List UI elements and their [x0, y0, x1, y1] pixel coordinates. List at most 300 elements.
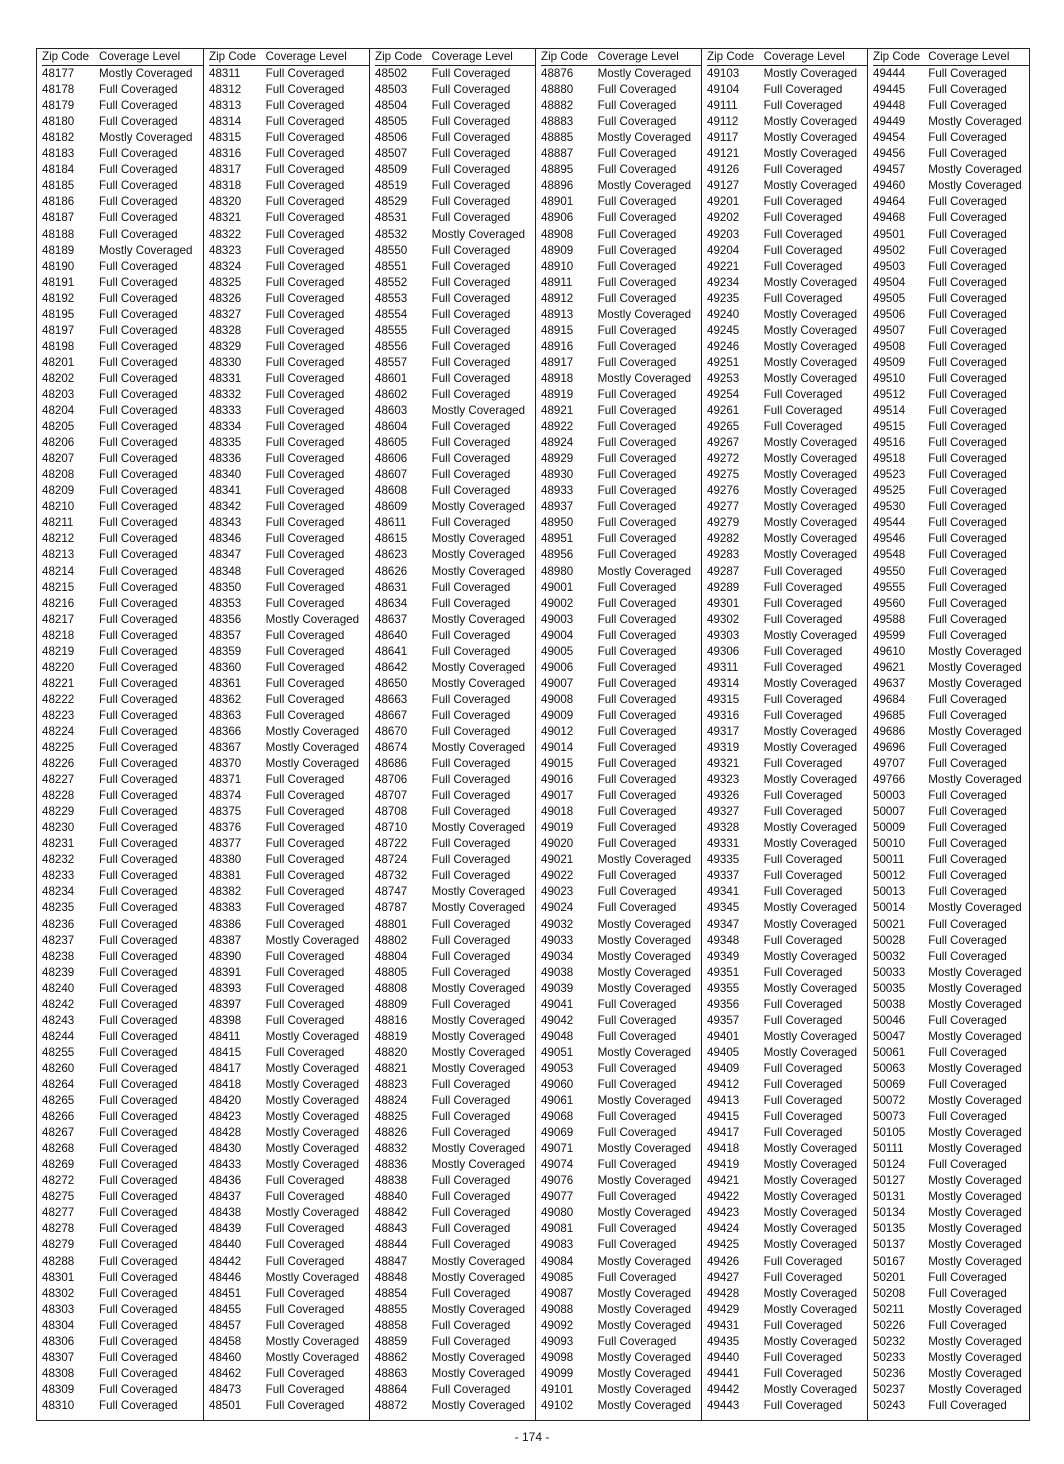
table-row — [707, 868, 867, 884]
coverage-level-cell: Full Coveraged — [431, 307, 511, 321]
coverage-level-cell: Full Coveraged — [597, 805, 677, 819]
zip-code-cell: 49415 — [707, 1110, 740, 1124]
table-row — [707, 692, 867, 708]
table-row — [707, 852, 867, 868]
coverage-level-cell: Mostly Coveraged — [928, 179, 1022, 193]
coverage-level-cell: Full Coveraged — [99, 420, 178, 434]
coverage-level-cell: Full Coveraged — [431, 917, 511, 931]
zip-code-cell: 48911 — [541, 275, 573, 289]
coverage-level-cell: Mostly Coveraged — [928, 1174, 1022, 1188]
table-row — [209, 1173, 369, 1189]
table-row — [707, 772, 867, 788]
table-row — [209, 531, 369, 547]
table-row — [42, 1093, 203, 1109]
coverage-level-cell: Full Coveraged — [597, 243, 677, 257]
zip-code-cell: 49068 — [541, 1110, 574, 1124]
zip-code-cell: 49515 — [873, 420, 906, 434]
zip-code-cell: 48230 — [42, 821, 75, 835]
coverage-level-cell: Full Coveraged — [99, 1366, 178, 1380]
coverage-level-cell: Mostly Coveraged — [431, 821, 526, 835]
zip-code-cell: 49042 — [541, 1013, 574, 1027]
table-row — [707, 836, 867, 852]
coverage-level-cell: Mostly Coveraged — [928, 1350, 1022, 1364]
coverage-level-cell: Full Coveraged — [431, 773, 511, 787]
table-row — [707, 1254, 867, 1270]
table-row — [873, 933, 1029, 949]
table-row — [375, 1270, 535, 1286]
coverage-level-cell: Full Coveraged — [597, 660, 677, 674]
coverage-level-cell: Full Coveraged — [431, 1238, 511, 1252]
coverage-level-cell: Mostly Coveraged — [431, 1366, 526, 1380]
table-row — [873, 1061, 1029, 1077]
zip-code-cell: 49245 — [707, 323, 740, 337]
zip-code-cell: 48906 — [541, 211, 574, 225]
coverage-level-cell: Full Coveraged — [928, 243, 1007, 257]
zip-code-cell: 48916 — [541, 339, 574, 353]
coverage-level-cell: Full Coveraged — [597, 708, 677, 722]
table-row — [707, 210, 867, 226]
coverage-level-cell: Full Coveraged — [265, 901, 345, 915]
zip-code-cell: 48233 — [42, 869, 75, 883]
zip-code-cell: 48909 — [541, 243, 574, 257]
zip-code-cell: 48243 — [42, 1013, 75, 1027]
zip-code-cell: 48211 — [42, 516, 74, 530]
table-row — [541, 981, 701, 997]
zip-code-cell: 48208 — [42, 468, 75, 482]
zip-code-cell: 48190 — [42, 259, 75, 273]
table-row — [209, 676, 369, 692]
table-row — [541, 788, 701, 804]
coverage-level-cell: Mostly Coveraged — [431, 548, 526, 562]
table-row — [42, 756, 203, 772]
zip-code-cell: 48376 — [209, 821, 242, 835]
coverage-level-cell: Full Coveraged — [597, 404, 677, 418]
zip-code-cell: 48747 — [375, 885, 408, 899]
coverage-level-cell: Full Coveraged — [99, 147, 178, 161]
zip-code-cell: 48357 — [209, 628, 242, 642]
table-row — [209, 772, 369, 788]
zip-code-cell: 48816 — [375, 1013, 408, 1027]
table-row — [541, 515, 701, 531]
table-row — [707, 1013, 867, 1029]
coverage-level-cell: Full Coveraged — [99, 99, 178, 113]
coverage-level-cell: Full Coveraged — [597, 1238, 677, 1252]
table-row — [375, 917, 535, 933]
table-row — [42, 724, 203, 740]
table-row — [707, 917, 867, 933]
coverage-level-cell: Full Coveraged — [431, 323, 511, 337]
coverage-level-cell: Mostly Coveraged — [597, 1318, 692, 1332]
zip-code-cell: 48844 — [375, 1238, 408, 1252]
coverage-level-cell: Full Coveraged — [597, 227, 677, 241]
zip-code-cell: 48832 — [375, 1142, 408, 1156]
coverage-level-cell: Full Coveraged — [928, 869, 1007, 883]
table-row — [707, 467, 867, 483]
zip-code-cell: 48855 — [375, 1302, 408, 1316]
zip-code-cell: 49251 — [707, 355, 740, 369]
zip-code-cell: 48306 — [42, 1334, 75, 1348]
coverage-level-cell: Full Coveraged — [597, 1110, 677, 1124]
coverage-level-cell: Full Coveraged — [431, 757, 511, 771]
table-row — [873, 1029, 1029, 1045]
coverage-level-cell: Mostly Coveraged — [928, 901, 1022, 915]
coverage-level-cell: Full Coveraged — [431, 1094, 511, 1108]
coverage-level-cell: Mostly Coveraged — [431, 660, 526, 674]
zip-code-cell: 48915 — [541, 323, 574, 337]
zip-code-cell: 50127 — [873, 1174, 906, 1188]
zip-code-cell: 48922 — [541, 420, 574, 434]
table-row — [42, 1189, 203, 1205]
coverage-level-cell: Full Coveraged — [597, 724, 677, 738]
table-row — [541, 612, 701, 628]
coverage-level-cell: Full Coveraged — [928, 853, 1007, 867]
coverage-level-cell: Mostly Coveraged — [928, 660, 1022, 674]
coverage-level-cell: Full Coveraged — [597, 195, 677, 209]
table-row — [375, 1366, 535, 1382]
zip-code-cell: 49314 — [707, 676, 740, 690]
table-row — [209, 1157, 369, 1173]
zip-code-cell: 48555 — [375, 323, 408, 337]
coverage-level-cell: Mostly Coveraged — [763, 1334, 858, 1348]
zip-code-cell: 48186 — [42, 195, 75, 209]
table-row — [873, 1318, 1029, 1334]
table-row — [209, 1366, 369, 1382]
zip-code-cell: 49355 — [707, 981, 740, 995]
coverage-level-cell: Mostly Coveraged — [928, 981, 1022, 995]
coverage-level-cell: Mostly Coveraged — [928, 773, 1022, 787]
coverage-level-cell: Full Coveraged — [597, 837, 677, 851]
coverage-level-cell: Full Coveraged — [265, 420, 345, 434]
table-row — [209, 564, 369, 580]
zip-code-cell: 49464 — [873, 195, 906, 209]
coverage-level-cell: Full Coveraged — [431, 724, 511, 738]
coverage-level-header: Coverage Level — [597, 50, 679, 63]
coverage-level-cell: Full Coveraged — [431, 211, 511, 225]
coverage-level-cell: Full Coveraged — [763, 885, 843, 899]
zip-code-cell: 48183 — [42, 147, 75, 161]
zip-code-cell: 49081 — [541, 1222, 574, 1236]
zip-code-cell: 49445 — [873, 83, 906, 97]
zip-code-cell: 49418 — [707, 1142, 740, 1156]
table-row — [873, 692, 1029, 708]
coverage-level-cell: Full Coveraged — [99, 885, 178, 899]
table-row — [707, 965, 867, 981]
zip-code-cell: 48913 — [541, 307, 574, 321]
coverage-level-cell: Full Coveraged — [431, 275, 511, 289]
zip-code-cell: 49302 — [707, 612, 740, 626]
table-row — [541, 917, 701, 933]
zip-code-cell: 50167 — [873, 1254, 906, 1268]
coverage-level-cell: Full Coveraged — [265, 387, 345, 401]
table-row — [707, 900, 867, 916]
zip-code-cell: 49074 — [541, 1158, 574, 1172]
coverage-level-cell: Full Coveraged — [597, 500, 677, 514]
zip-code-cell: 50208 — [873, 1286, 906, 1300]
coverage-level-cell: Full Coveraged — [265, 1254, 345, 1268]
coverage-level-cell: Mostly Coveraged — [763, 115, 858, 129]
coverage-level-cell: Full Coveraged — [99, 1110, 178, 1124]
table-row — [707, 1029, 867, 1045]
coverage-level-cell: Full Coveraged — [928, 789, 1007, 803]
zip-code-cell: 49684 — [873, 692, 906, 706]
table-row — [541, 451, 701, 467]
zip-code-cell: 48821 — [375, 1061, 408, 1075]
column-group — [204, 49, 370, 1420]
zip-code-cell: 49104 — [707, 83, 740, 97]
zip-code-cell: 49525 — [873, 484, 906, 498]
coverage-level-cell: Mostly Coveraged — [928, 1334, 1022, 1348]
zip-code-cell: 48224 — [42, 724, 75, 738]
zip-code-cell: 48397 — [209, 997, 242, 1011]
coverage-level-cell: Full Coveraged — [265, 323, 345, 337]
coverage-level-cell: Full Coveraged — [431, 1078, 511, 1091]
coverage-level-cell: Mostly Coveraged — [597, 179, 692, 193]
coverage-level-cell: Full Coveraged — [597, 789, 677, 803]
table-row — [873, 162, 1029, 178]
table-row — [209, 644, 369, 660]
zip-code-cell: 49335 — [707, 853, 740, 867]
coverage-level-cell: Mostly Coveraged — [431, 885, 526, 899]
table-row — [873, 772, 1029, 788]
table-row — [375, 1141, 535, 1157]
zip-code-cell: 49544 — [873, 516, 906, 530]
table-row — [541, 1382, 701, 1398]
coverage-level-cell: Full Coveraged — [928, 1270, 1007, 1284]
zip-code-cell: 48551 — [375, 259, 408, 273]
table-row — [42, 1125, 203, 1141]
coverage-level-cell: Full Coveraged — [928, 1110, 1007, 1124]
coverage-level-cell: Full Coveraged — [597, 821, 677, 835]
coverage-level-cell: Full Coveraged — [597, 644, 677, 658]
table-row — [541, 997, 701, 1013]
table-row — [707, 371, 867, 387]
zip-code-cell: 50236 — [873, 1366, 906, 1380]
table-row — [707, 756, 867, 772]
table-row — [375, 243, 535, 259]
coverage-level-cell: Full Coveraged — [597, 1029, 677, 1043]
table-row — [541, 371, 701, 387]
table-row — [375, 740, 535, 756]
coverage-level-cell: Mostly Coveraged — [763, 147, 858, 161]
coverage-level-cell: Mostly Coveraged — [928, 1061, 1022, 1075]
zip-code-cell: 49442 — [707, 1382, 740, 1396]
zip-code-cell: 49443 — [707, 1398, 740, 1412]
coverage-level-cell: Full Coveraged — [431, 869, 511, 883]
coverage-level-cell: Mostly Coveraged — [928, 644, 1022, 658]
table-row — [707, 820, 867, 836]
zip-code-cell: 49099 — [541, 1366, 574, 1380]
zip-code-cell: 48302 — [42, 1286, 75, 1300]
coverage-level-cell: Mostly Coveraged — [597, 131, 692, 145]
table-row — [707, 884, 867, 900]
zip-code-cell: 48439 — [209, 1222, 242, 1236]
zip-code-cell: 48802 — [375, 933, 408, 947]
coverage-table — [36, 48, 1030, 1421]
table-row — [873, 596, 1029, 612]
table-row — [209, 933, 369, 949]
zip-code-cell: 48217 — [42, 612, 75, 626]
zip-code-cell: 48553 — [375, 291, 408, 305]
coverage-level-cell: Full Coveraged — [763, 1254, 843, 1268]
coverage-level-cell: Full Coveraged — [99, 981, 178, 995]
coverage-level-cell: Full Coveraged — [763, 805, 843, 819]
table-row — [375, 451, 535, 467]
table-row — [375, 756, 535, 772]
zip-code-cell: 48504 — [375, 99, 408, 113]
coverage-level-cell: Full Coveraged — [99, 724, 178, 738]
zip-code-cell: 48391 — [209, 965, 242, 979]
table-row — [42, 580, 203, 596]
table-row — [541, 98, 701, 114]
coverage-level-cell: Full Coveraged — [99, 965, 178, 979]
coverage-level-cell: Mostly Coveraged — [431, 1302, 526, 1316]
zip-code-cell: 49039 — [541, 981, 574, 995]
coverage-level-cell: Full Coveraged — [928, 532, 1007, 546]
coverage-level-cell: Full Coveraged — [597, 580, 677, 594]
coverage-level-cell: Mostly Coveraged — [763, 1206, 858, 1220]
zip-code-cell: 48883 — [541, 115, 574, 129]
table-row — [707, 1302, 867, 1318]
coverage-level-cell: Full Coveraged — [928, 436, 1007, 450]
coverage-level-cell: Mostly Coveraged — [928, 965, 1022, 979]
coverage-level-cell: Full Coveraged — [265, 83, 345, 97]
zip-code-cell: 48315 — [209, 131, 242, 145]
table-row — [873, 1205, 1029, 1221]
coverage-level-cell: Full Coveraged — [431, 1190, 511, 1204]
table-row — [209, 1382, 369, 1398]
table-row — [42, 660, 203, 676]
coverage-level-cell: Mostly Coveraged — [597, 949, 692, 963]
table-row — [873, 1254, 1029, 1270]
coverage-level-cell: Full Coveraged — [265, 532, 345, 546]
zip-code-cell: 49456 — [873, 147, 906, 161]
zip-code-cell: 48895 — [541, 163, 574, 177]
zip-code-cell: 48415 — [209, 1045, 242, 1059]
table-row — [375, 339, 535, 355]
table-row — [209, 178, 369, 194]
page-number: - 174 - — [514, 1430, 550, 1444]
zip-code-header: Zip Code — [209, 50, 257, 63]
table-row — [42, 547, 203, 563]
zip-code-cell: 48826 — [375, 1126, 408, 1140]
coverage-level-cell: Full Coveraged — [265, 676, 345, 690]
zip-code-cell: 48859 — [375, 1334, 408, 1348]
coverage-level-cell: Mostly Coveraged — [265, 757, 360, 771]
zip-code-cell: 49014 — [541, 741, 574, 755]
zip-code-cell: 49277 — [707, 500, 740, 514]
table-row — [209, 1237, 369, 1253]
table-row — [541, 1286, 701, 1302]
coverage-level-cell: Full Coveraged — [763, 1013, 843, 1027]
coverage-level-cell: Mostly Coveraged — [763, 323, 858, 337]
table-row — [707, 660, 867, 676]
table-row — [873, 1045, 1029, 1061]
coverage-level-cell: Full Coveraged — [928, 387, 1007, 401]
zip-code-cell: 50243 — [873, 1398, 906, 1412]
table-row — [375, 130, 535, 146]
table-row — [707, 804, 867, 820]
coverage-level-cell: Full Coveraged — [99, 1029, 178, 1043]
coverage-level-cell: Full Coveraged — [99, 1045, 178, 1059]
zip-code-header: Zip Code — [541, 50, 589, 63]
table-row — [209, 499, 369, 515]
table-row — [209, 1093, 369, 1109]
table-row — [873, 1350, 1029, 1366]
zip-code-cell: 48359 — [209, 644, 242, 658]
coverage-level-cell: Full Coveraged — [431, 596, 511, 610]
table-row — [209, 162, 369, 178]
coverage-level-cell: Full Coveraged — [99, 949, 178, 963]
zip-code-cell: 49289 — [707, 580, 740, 594]
coverage-level-cell: Full Coveraged — [597, 901, 677, 915]
zip-code-cell: 49440 — [707, 1350, 740, 1364]
coverage-level-cell: Mostly Coveraged — [763, 773, 858, 787]
table-row — [873, 1141, 1029, 1157]
zip-code-cell: 48265 — [42, 1094, 75, 1108]
coverage-level-cell: Full Coveraged — [431, 355, 511, 369]
coverage-level-cell: Full Coveraged — [99, 179, 178, 193]
table-row — [541, 307, 701, 323]
table-row — [541, 836, 701, 852]
coverage-level-cell: Full Coveraged — [265, 67, 345, 81]
zip-code-cell: 48840 — [375, 1190, 408, 1204]
table-row — [42, 804, 203, 820]
coverage-level-cell: Mostly Coveraged — [597, 1045, 692, 1059]
table-row — [42, 788, 203, 804]
coverage-level-cell: Full Coveraged — [763, 789, 843, 803]
coverage-level-cell: Full Coveraged — [265, 885, 345, 899]
zip-code-cell: 48309 — [42, 1382, 75, 1396]
coverage-level-header: Coverage Level — [99, 50, 181, 63]
coverage-level-cell: Full Coveraged — [431, 1206, 511, 1220]
zip-code-cell: 49686 — [873, 724, 906, 738]
coverage-level-cell: Full Coveraged — [928, 757, 1007, 771]
coverage-level-cell: Full Coveraged — [928, 468, 1007, 482]
zip-code-cell: 48847 — [375, 1254, 408, 1268]
zip-code-cell: 48312 — [209, 83, 242, 97]
table-row — [209, 1205, 369, 1221]
zip-code-cell: 49012 — [541, 724, 574, 738]
zip-code-cell: 49319 — [707, 741, 740, 755]
zip-code-cell: 49518 — [873, 452, 906, 466]
zip-code-cell: 48330 — [209, 355, 242, 369]
table-row — [541, 483, 701, 499]
table-row — [375, 820, 535, 836]
zip-code-cell: 48446 — [209, 1270, 242, 1284]
coverage-level-cell: Full Coveraged — [99, 323, 178, 337]
zip-code-cell: 48606 — [375, 452, 408, 466]
coverage-level-cell: Full Coveraged — [928, 500, 1007, 514]
coverage-level-cell: Full Coveraged — [265, 1013, 345, 1027]
coverage-level-cell: Full Coveraged — [597, 741, 677, 755]
coverage-level-cell: Full Coveraged — [597, 259, 677, 273]
zip-code-cell: 48366 — [209, 724, 242, 738]
zip-code-cell: 50046 — [873, 1013, 906, 1027]
coverage-level-cell: Full Coveraged — [431, 628, 511, 642]
table-row — [42, 692, 203, 708]
table-row — [209, 628, 369, 644]
table-row — [375, 580, 535, 596]
zip-code-cell: 48324 — [209, 259, 242, 273]
table-row — [375, 692, 535, 708]
coverage-level-cell: Full Coveraged — [597, 323, 677, 337]
coverage-level-cell: Full Coveraged — [265, 869, 345, 883]
table-row — [209, 275, 369, 291]
table-row — [42, 403, 203, 419]
table-row — [209, 210, 369, 226]
zip-code-cell: 48192 — [42, 291, 75, 305]
zip-code-cell: 49637 — [873, 676, 906, 690]
